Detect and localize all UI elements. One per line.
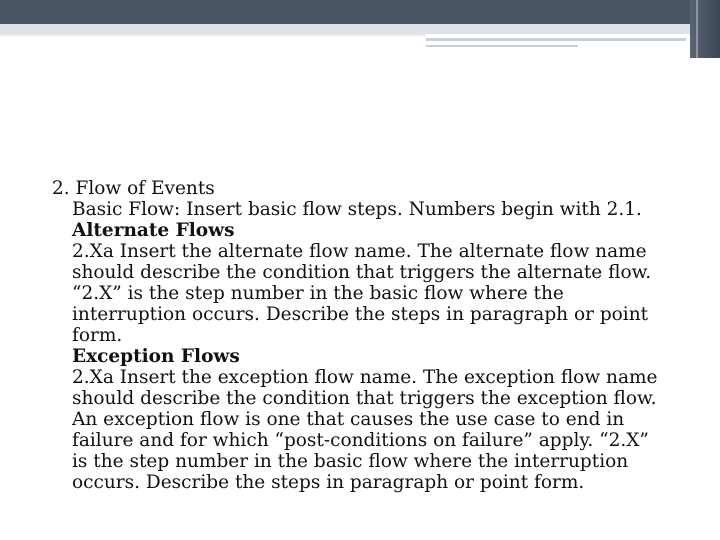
header-band: [0, 0, 690, 24]
header-shadow-band: [0, 24, 690, 34]
exception-line: occurs. Describe the steps in paragraph or point form.: [72, 472, 585, 493]
alternate-line: “2.X” is the step number in the basic flow where the: [72, 283, 564, 304]
alternate-flows-text: [72, 241, 692, 346]
exception-line: 2.Xa Insert the exception flow name. The exception flow name: [72, 367, 658, 388]
exception-line: An exception flow is one that causes the use case to end in: [72, 409, 625, 430]
decorative-rule-short: [426, 45, 578, 47]
section-heading: 2. Flow of Events: [52, 178, 215, 199]
alternate-line: interruption occurs. Describe the steps in paragraph or point: [72, 304, 649, 325]
alternate-line: should describe the condition that triggers the alternate flow.: [72, 262, 652, 283]
exception-flows-text: [72, 367, 692, 493]
basic-flow-text: Basic Flow: Insert basic flow steps. Numbers begin with 2.1.: [72, 199, 642, 220]
header-rule: [0, 34, 426, 36]
slide-body: [52, 178, 692, 493]
decorative-rule-long: [426, 38, 686, 41]
alternate-line: form.: [72, 325, 123, 346]
exception-line: failure and for which “post-conditions on failure” apply. “2.X”: [72, 430, 649, 451]
exception-flows-heading: Exception Flows: [72, 346, 240, 367]
alternate-line: 2.Xa Insert the alternate flow name. The alternate flow name: [72, 241, 647, 262]
exception-line: is the step number in the basic flow where the interruption: [72, 451, 629, 472]
section-content: [72, 199, 692, 493]
alternate-flows-heading: Alternate Flows: [72, 220, 235, 241]
exception-line: should describe the condition that triggers the exception flow.: [72, 388, 657, 409]
header-corner-block: [690, 0, 720, 58]
